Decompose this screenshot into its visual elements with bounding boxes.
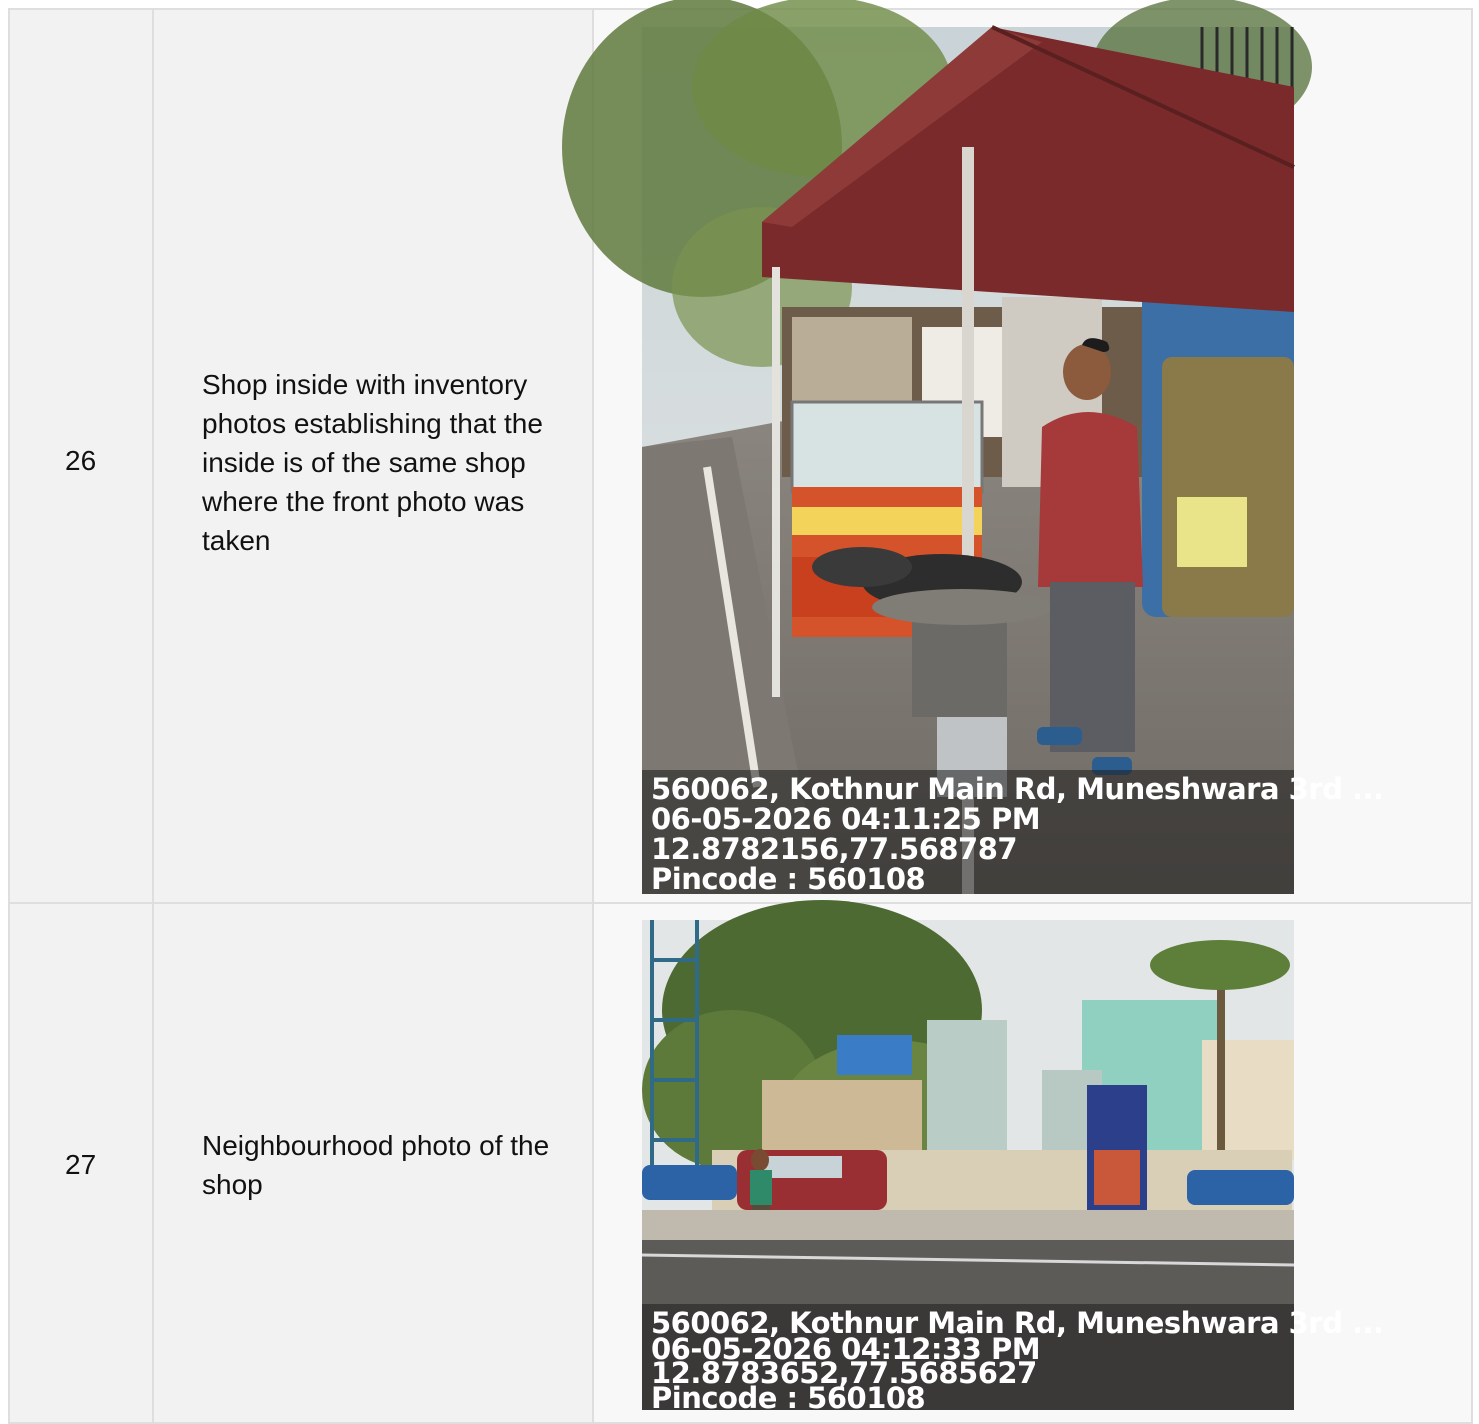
row-27-number-cell <box>8 904 154 1424</box>
row-26-photo-cell <box>594 8 1473 904</box>
row-number: 27 <box>65 1149 97 1180</box>
row-27-photo-cell <box>594 904 1473 1424</box>
row-27-description-cell <box>154 904 594 1424</box>
shop-inside-photo-illustration <box>642 27 1384 894</box>
stamp-address: 560062, Kothnur Main Rd, Muneshwara 3rd ... <box>651 772 1384 806</box>
row-number: 26 <box>65 445 97 476</box>
neighbourhood-photo <box>642 920 1384 1415</box>
row-26-description-cell <box>154 8 594 904</box>
shop-inside-photo <box>642 27 1384 896</box>
row-description: Neighbourhood photo of the shop <box>202 1130 550 1200</box>
stamp-coordinates: 12.8783652,77.5685627 <box>651 1356 1037 1390</box>
stamp-datetime: 06-05-2026 04:12:33 PM <box>651 1332 1041 1366</box>
stamp-pincode: Pincode : 560108 <box>651 862 926 896</box>
row-description: Shop inside with inventory photos establishing that the inside is of the same shop where the front photo was taken <box>202 369 543 556</box>
stamp-pincode: Pincode : 560108 <box>651 1381 926 1415</box>
stamp-coordinates: 12.8782156,77.568787 <box>651 832 1018 866</box>
geo-stamp <box>642 1304 1384 1415</box>
geo-stamp <box>642 770 1384 896</box>
stamp-address: 560062, Kothnur Main Rd, Muneshwara 3rd ... <box>651 1306 1384 1340</box>
row-26-number-cell <box>8 8 154 904</box>
stamp-datetime: 06-05-2026 04:11:25 PM <box>651 802 1041 836</box>
